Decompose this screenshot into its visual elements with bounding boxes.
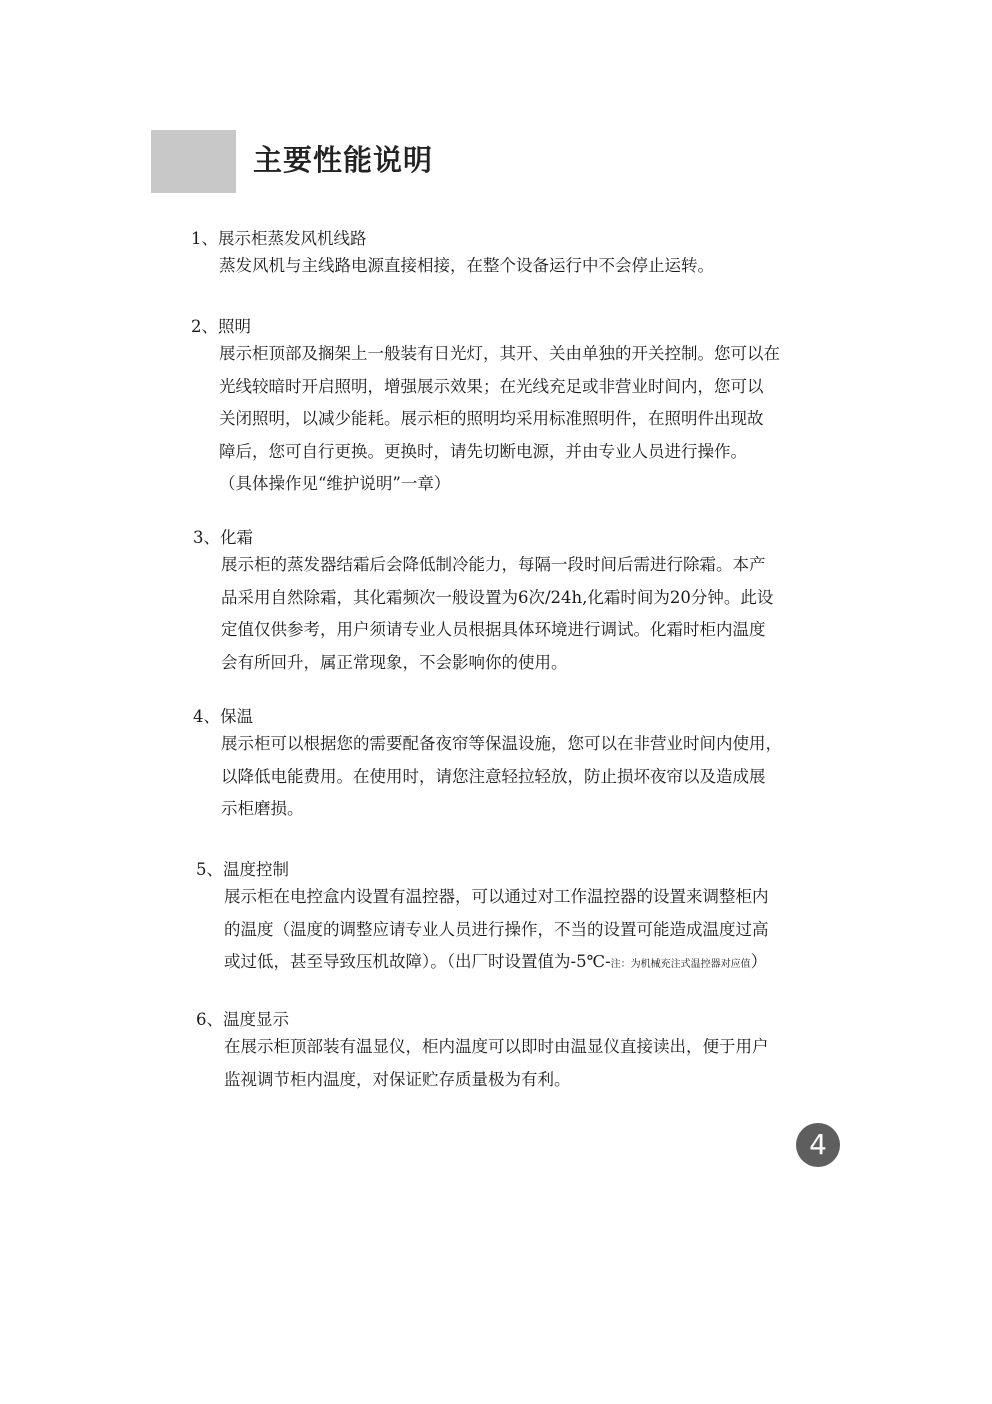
section-body <box>221 728 782 826</box>
section-insulation <box>193 706 782 826</box>
body-line: 或过低，甚至导致压机故障）。（出厂时设置值为-5℃- <box>224 952 611 972</box>
body-line: 以降低电能费用。在使用时，请您注意轻拉轻放，防止损坏夜帘以及造成展 <box>221 766 766 786</box>
section-heading: 1、展示柜蒸发风机线路 <box>191 229 367 248</box>
section-temperature-display <box>196 1009 769 1096</box>
thermostat-note: 注：为机械充注式温控器对应值 <box>610 959 751 971</box>
body-line: 展示柜顶部及搁架上一般装有日光灯，其开、关由单独的开关控制。您可以在 <box>219 344 780 363</box>
section-temperature-control <box>196 859 769 982</box>
body-line-with-note <box>224 946 769 982</box>
section-body <box>219 338 780 501</box>
body-line: 在展示柜顶部装有温显仪，柜内温度可以即时由温显仪直接读出，便于用户 <box>224 1037 769 1056</box>
section-defrost <box>193 527 773 679</box>
section-body <box>221 549 773 679</box>
section-heading: 6、温度显示 <box>196 1010 289 1029</box>
section-heading: 3、化霜 <box>193 528 253 547</box>
body-line: 监视调节柜内温度，对保证贮存质量极为有利。 <box>224 1069 571 1089</box>
section-heading: 2、照明 <box>191 317 251 336</box>
body-line: 光线较暗时开启照明，增强展示效果；在光线充足或非营业时间内，您可以 <box>219 376 764 396</box>
closing-paren: ） <box>750 952 768 972</box>
section-body <box>219 250 714 283</box>
body-line: 展示柜在电控盒内设置有温控器，可以通过对工作温控器的设置来调整柜内 <box>224 887 769 906</box>
section-evaporator-fan <box>191 228 714 283</box>
body-line: （具体操作见“维护说明”一章） <box>219 474 451 494</box>
body-line: 的温度（温度的调整应请专业人员进行操作，不当的设置可能造成温度过高 <box>224 919 769 939</box>
body-line: 障后，您可自行更换。更换时，请先切断电源，并由专业人员进行操作。 <box>219 441 747 461</box>
body-line: 示柜磨损。 <box>221 799 304 819</box>
body-line: 蒸发风机与主线路电源直接相接，在整个设备运行中不会停止运转。 <box>219 256 714 275</box>
body-line: 展示柜可以根据您的需要配备夜帘等保温设施，您可以在非营业时间内使用， <box>221 734 782 753</box>
header-gray-block <box>151 130 236 193</box>
body-line: 关闭照明，以减少能耗。展示柜的照明均采用标准照明件，在照明件出现故 <box>219 409 764 429</box>
page-title: 主要性能说明 <box>253 143 434 177</box>
section-lighting <box>191 316 780 501</box>
section-heading: 4、保温 <box>193 707 253 726</box>
body-line: 品采用自然除霜，其化霜频次一般设置为6次/24h,化霜时间为20分钟。此设 <box>221 587 774 607</box>
section-body <box>224 1031 769 1096</box>
body-line: 展示柜的蒸发器结霜后会降低制冷能力，每隔一段时间后需进行除霜。本产 <box>221 555 766 574</box>
body-line: 会有所回升，属正常现象，不会影响你的使用。 <box>221 652 568 672</box>
body-line: 定值仅供参考，用户须请专业人员根据具体环境进行调试。化霜时柜内温度 <box>221 620 766 640</box>
section-body <box>224 881 769 982</box>
page-number-badge: 4 <box>796 1123 840 1167</box>
section-heading: 5、温度控制 <box>196 860 289 879</box>
